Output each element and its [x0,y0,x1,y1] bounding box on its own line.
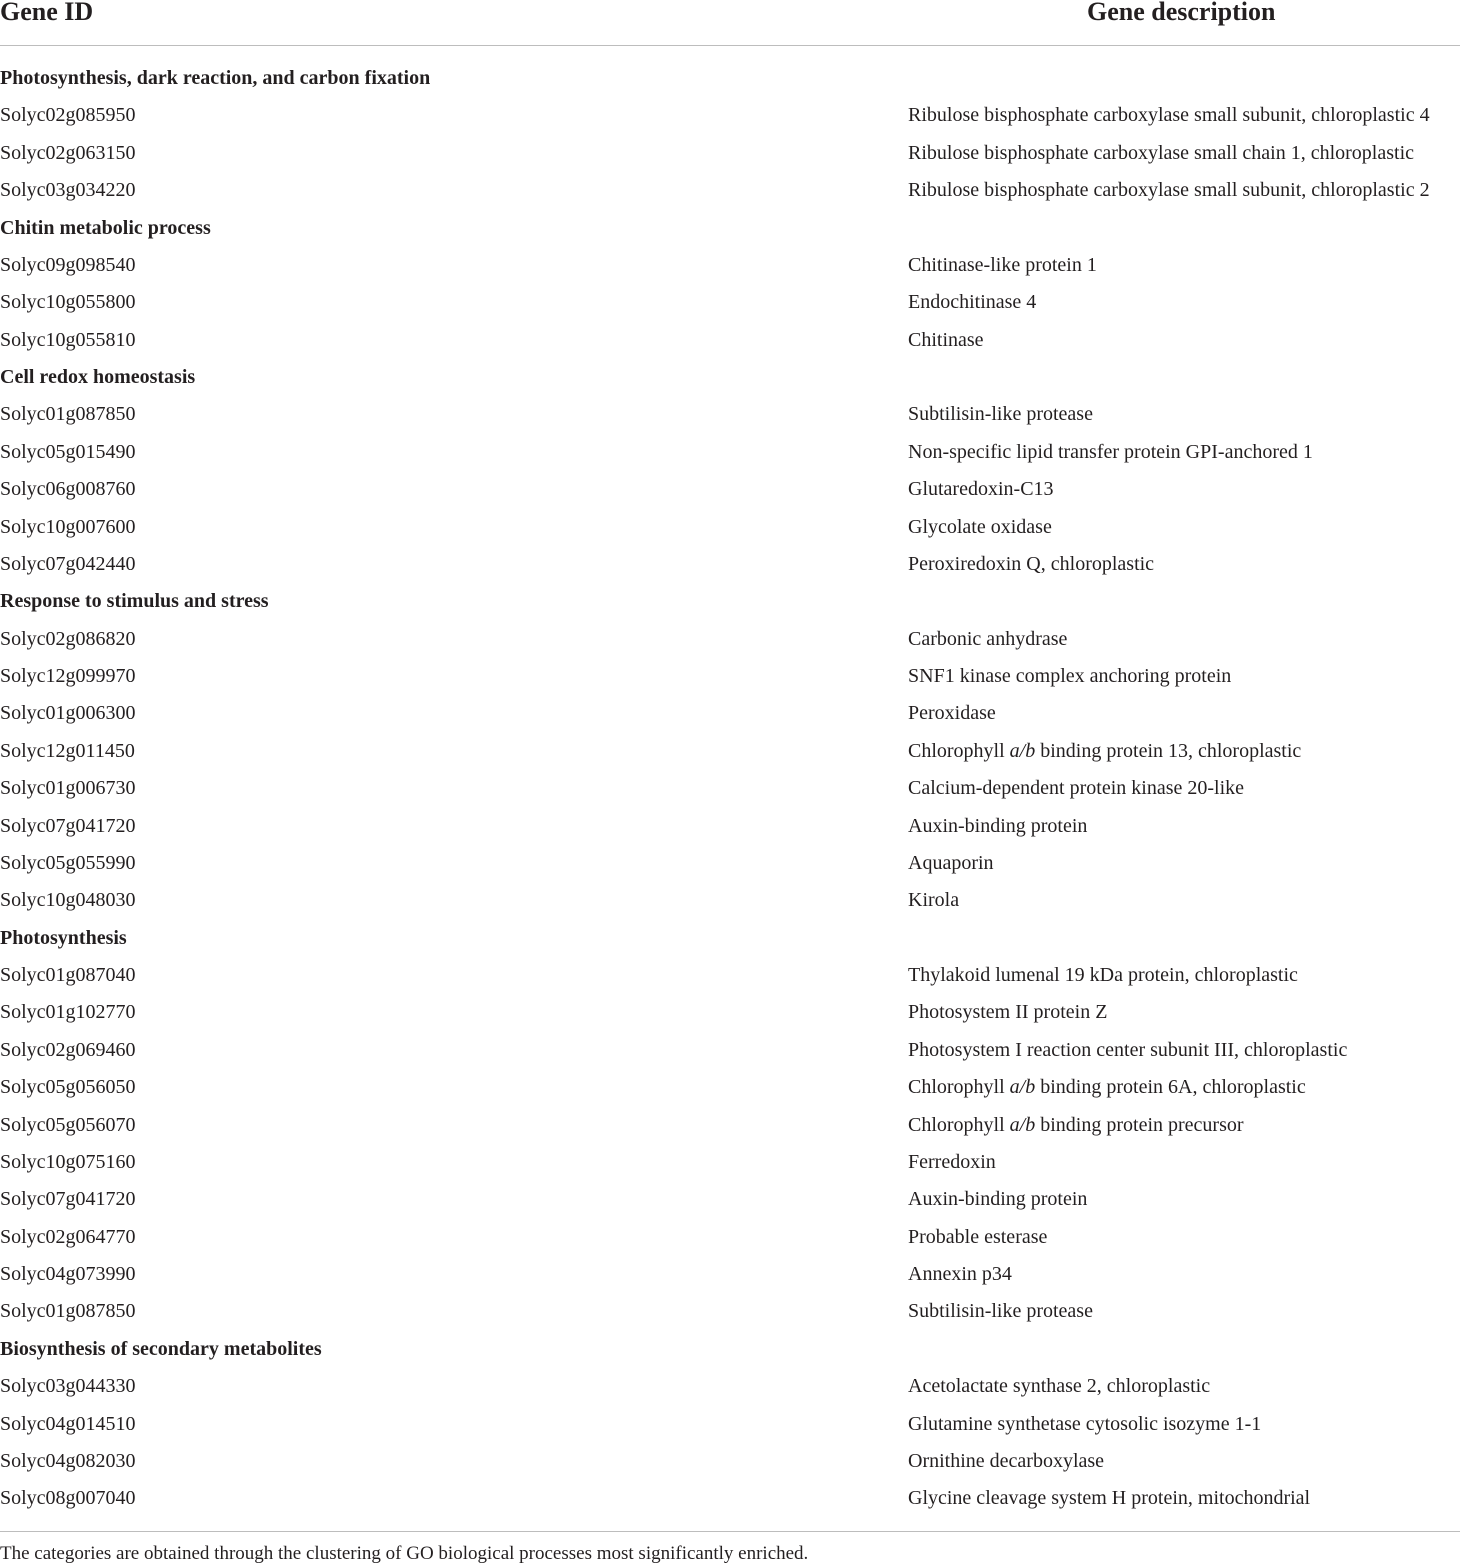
table-row [0,135,1460,172]
table-row [0,1219,1460,1256]
category-label: Photosynthesis, dark reaction, and carbon fixation [0,67,431,89]
gene-description-cell: Chitinase-like protein 1 [908,253,1097,276]
gene-description-cell: Chlorophyll a/b binding protein 6A, chloroplastic [908,1076,1306,1099]
gene-id-cell: Solyc10g048030 [0,889,136,912]
gene-description-cell: Glycine cleavage system H protein, mitochondrial [908,1487,1311,1510]
table-row [0,247,1460,284]
gene-id-cell: Solyc09g098540 [0,253,136,276]
gene-id-cell: Solyc02g085950 [0,104,136,127]
gene-id-cell: Solyc01g006730 [0,777,136,800]
category-row [0,1331,1460,1368]
gene-id-cell: Solyc04g014510 [0,1412,136,1435]
gene-description-cell: Subtilisin-like protease [908,403,1093,426]
gene-description-cell: Chlorophyll a/b binding protein precursor [908,1113,1244,1136]
gene-id-cell: Solyc10g007600 [0,515,136,538]
gene-description-cell: Non-specific lipid transfer protein GPI-anchored 1 [908,440,1313,463]
table-row [0,284,1460,321]
gene-description-cell: Calcium-dependent protein kinase 20-like [908,777,1245,800]
gene-id-cell: Solyc05g056070 [0,1113,136,1136]
table-footnote: The categories are obtained through the clustering of GO biological processes most significantly enriched. [0,1543,809,1564]
gene-id-cell: Solyc03g034220 [0,179,136,202]
category-label: Response to stimulus and stress [0,590,269,613]
gene-description-cell: Chlorophyll a/b binding protein 13, chloroplastic [908,739,1302,762]
table-row [0,1256,1460,1293]
table-row [0,695,1460,732]
gene-id-cell: Solyc10g055800 [0,291,136,314]
gene-description-cell: Glutamine synthetase cytosolic isozyme 1-1 [908,1412,1262,1435]
gene-description-cell: SNF1 kinase complex anchoring protein [908,665,1232,687]
gene-id-cell: Solyc10g055810 [0,328,136,351]
gene-description-cell: Chitinase [908,328,984,351]
gene-description-cell: Photosystem I reaction center subunit III, chloroplastic [908,1038,1348,1061]
table-header [0,0,1460,46]
table-body [0,60,1460,1518]
gene-id-cell: Solyc01g087040 [0,964,136,986]
table-row [0,882,1460,919]
table-row [0,97,1460,134]
category-row [0,359,1460,396]
category-label: Biosynthesis of secondary metabolites [0,1337,322,1360]
gene-id-cell: Solyc02g063150 [0,141,136,164]
gene-description-cell: Glycolate oxidase [908,515,1052,538]
gene-id-cell: Solyc01g087850 [0,1300,136,1323]
table-row [0,621,1460,658]
table-bottom-rule [0,1531,1460,1532]
gene-description-cell: Thylakoid lumenal 19 kDa protein, chloroplastic [908,964,1298,986]
table-row [0,658,1460,695]
gene-id-cell: Solyc07g041720 [0,1188,136,1211]
table-row [0,509,1460,546]
gene-description-cell: Peroxidase [908,702,996,725]
gene-description-cell: Peroxiredoxin Q, chloroplastic [908,552,1155,575]
gene-id-cell: Solyc03g044330 [0,1375,136,1398]
gene-id-cell: Solyc08g007040 [0,1487,136,1510]
table-row [0,434,1460,471]
table-row [0,172,1460,209]
gene-description-cell: Glutaredoxin-C13 [908,478,1054,501]
table-row [0,994,1460,1031]
category-row [0,60,1460,97]
gene-description-cell: Probable esterase [908,1225,1048,1248]
table-row [0,1480,1460,1517]
gene-description-cell: Kirola [908,889,960,912]
gene-description-cell: Auxin-binding protein [908,814,1088,837]
gene-id-cell: Solyc05g015490 [0,440,136,463]
table-row [0,1069,1460,1106]
gene-id-cell: Solyc10g075160 [0,1150,136,1173]
gene-id-cell: Solyc01g102770 [0,1001,136,1024]
category-label: Photosynthesis [0,926,127,949]
table-row [0,322,1460,359]
gene-id-cell: Solyc04g073990 [0,1263,136,1285]
table-row [0,733,1460,770]
gene-id-cell: Solyc01g087850 [0,403,136,426]
gene-description-cell: Auxin-binding protein [908,1188,1088,1211]
table-row [0,770,1460,807]
table-row [0,1406,1460,1443]
table-row [0,808,1460,845]
category-label: Cell redox homeostasis [0,366,196,388]
table-row [0,396,1460,433]
gene-id-cell: Solyc05g056050 [0,1076,136,1099]
category-row [0,920,1460,957]
gene-id-cell: Solyc07g042440 [0,552,136,575]
gene-description-cell: Ornithine decarboxylase [908,1449,1105,1472]
gene-id-cell: Solyc12g011450 [0,739,135,762]
gene-id-cell: Solyc02g086820 [0,627,136,650]
table-row [0,1144,1460,1181]
gene-id-cell: Solyc01g006300 [0,702,136,725]
table-row [0,1368,1460,1405]
gene-description-cell: Annexin p34 [908,1263,1012,1285]
gene-id-cell: Solyc06g008760 [0,478,136,501]
gene-id-cell: Solyc07g041720 [0,814,136,837]
category-row [0,583,1460,620]
gene-description-cell: Carbonic anhydrase [908,627,1068,650]
gene-description-cell: Ribulose bisphosphate carboxylase small chain 1, chloroplastic [908,141,1414,164]
gene-id-cell: Solyc02g069460 [0,1038,136,1061]
table-row [0,1443,1460,1480]
gene-id-cell: Solyc12g099970 [0,665,136,687]
table-row [0,546,1460,583]
gene-id-cell: Solyc02g064770 [0,1225,136,1248]
gene-description-cell: Aquaporin [908,851,994,874]
table-row [0,1293,1460,1330]
gene-id-cell: Solyc04g082030 [0,1449,136,1472]
gene-description-cell: Ribulose bisphosphate carboxylase small subunit, chloroplastic 4 [908,104,1430,127]
gene-description-cell: Endochitinase 4 [908,291,1037,314]
gene-description-cell: Acetolactate synthase 2, chloroplastic [908,1375,1211,1398]
column-header-gene-description: Gene description [1087,0,1276,26]
gene-id-cell: Solyc05g055990 [0,851,136,874]
table-row [0,845,1460,882]
gene-description-cell: Ferredoxin [908,1150,996,1173]
table-row [0,1181,1460,1218]
gene-description-cell: Photosystem II protein Z [908,1001,1108,1024]
table-row [0,1107,1460,1144]
column-header-gene-id: Gene ID [0,0,94,26]
table-row [0,957,1460,994]
category-label: Chitin metabolic process [0,216,211,239]
gene-description-cell: Ribulose bisphosphate carboxylase small subunit, chloroplastic 2 [908,179,1430,202]
table-row [0,1032,1460,1069]
gene-description-cell: Subtilisin-like protease [908,1300,1093,1323]
table-row [0,471,1460,508]
category-row [0,210,1460,247]
